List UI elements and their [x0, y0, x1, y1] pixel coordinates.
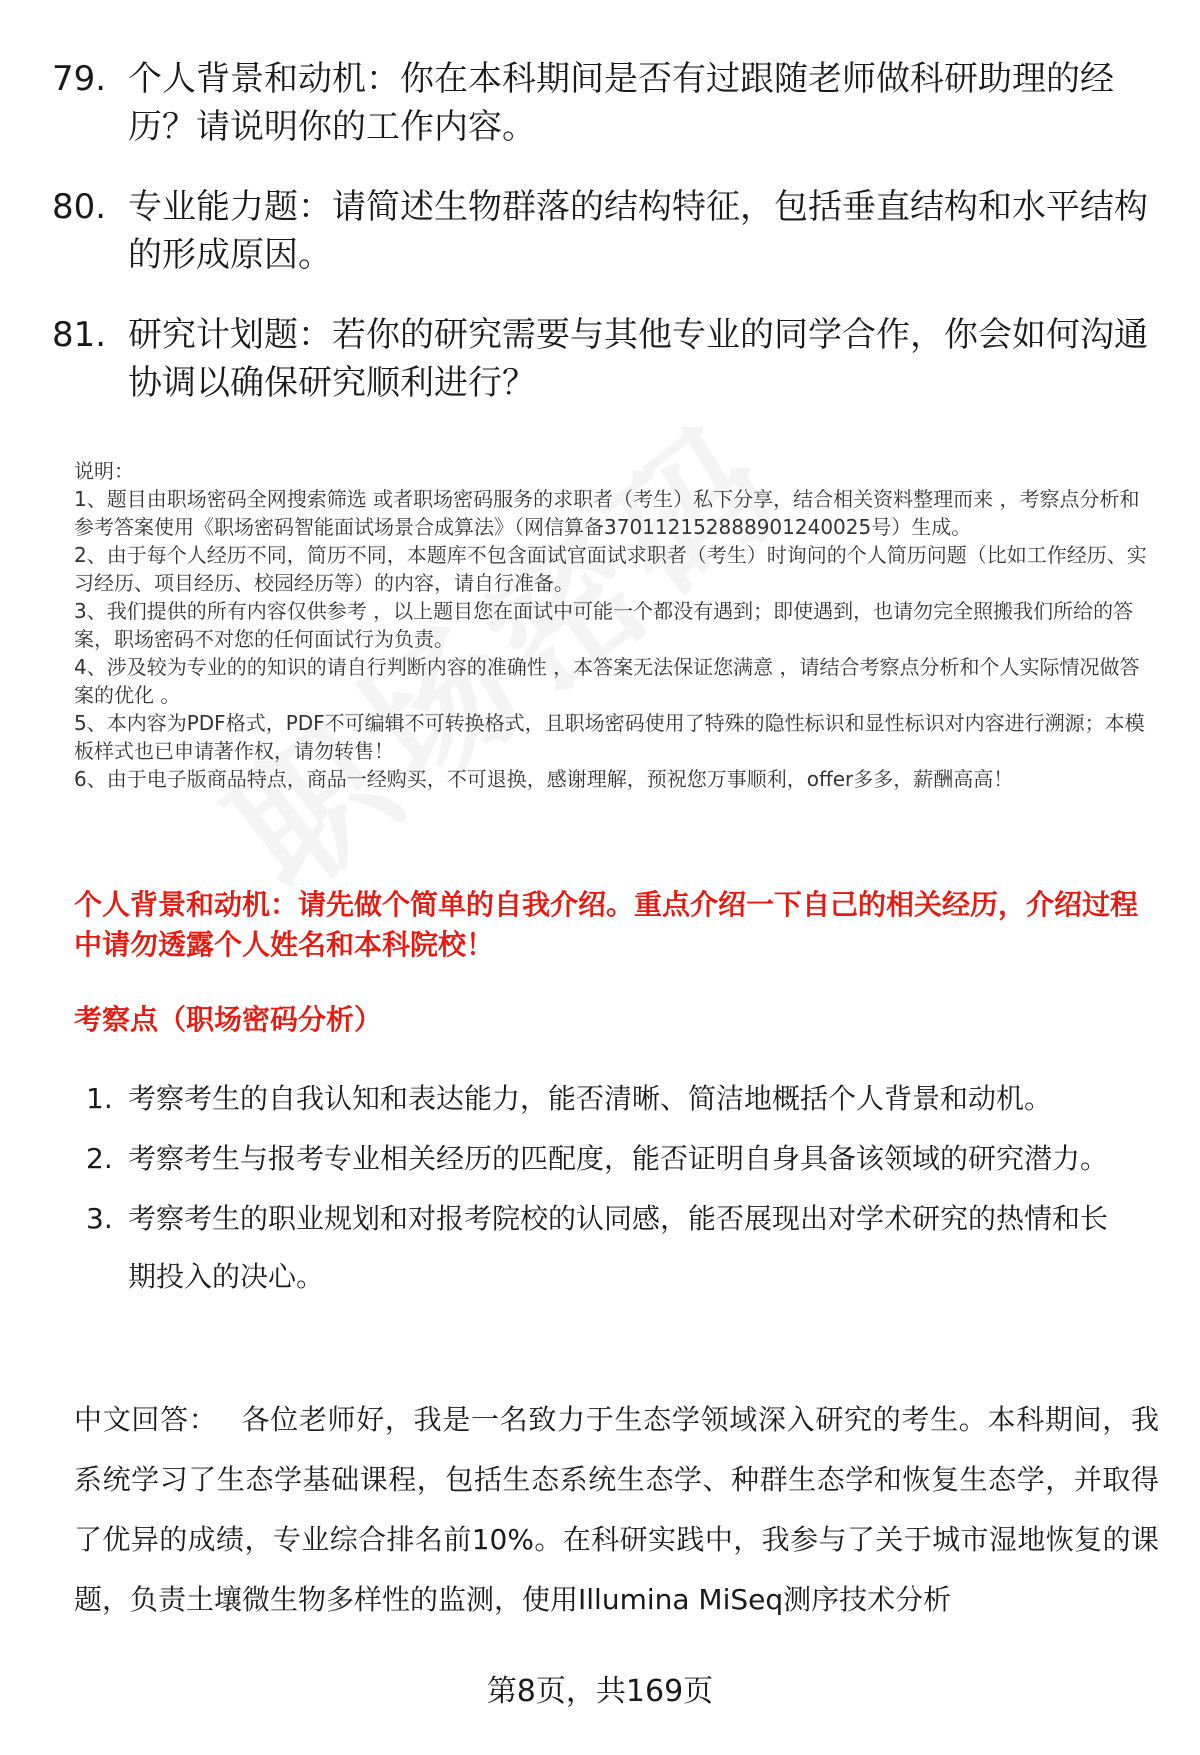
- analysis-point: [0, 1130, 1200, 1188]
- analysis-point: [0, 1190, 1200, 1306]
- current-question-title: 个人背景和动机：请先做个简单的自我介绍。重点介绍一下自己的相关经历，介绍过程中请勿透露个人姓名和本科院校！: [74, 888, 1139, 961]
- question-text: 研究计划题：若你的研究需要与其他专业的同学合作，你会如何沟通协调以确保研究顺利进行？: [128, 315, 1148, 403]
- analysis-heading: 考察点（职场密码分析）: [74, 1003, 383, 1036]
- question-number: 80.: [52, 187, 107, 227]
- question-number: 81.: [52, 315, 107, 355]
- analysis-point-number: 1.: [86, 1082, 113, 1115]
- question-item: [0, 183, 1200, 279]
- analysis-point-number: 2.: [86, 1142, 113, 1175]
- question-number: 79.: [52, 59, 107, 99]
- note-item: 6、由于电子版商品特点，商品一经购买，不可退换，感谢理解，预祝您万事顺利，offer多多，薪酬高高！: [74, 767, 1014, 791]
- analysis-point-text: 考察考生的职业规划和对报考院校的认同感，能否展现出对学术研究的热情和长期投入的决心。: [128, 1202, 1109, 1293]
- analysis-point: [0, 1070, 1200, 1128]
- note-item: 4、涉及较为专业的的知识的请自行判断内容的准确性 ，本答案无法保证您满意 ，请结合考察点分析和个人实际情况做答案的优化 。: [74, 655, 1140, 707]
- notes-title: 说明：: [74, 459, 134, 483]
- note-item: 2、由于每个人经历不同，简历不同，本题库不包含面试官面试求职者（考生）时询问的个人简历问题（比如工作经历、实习经历、项目经历、校园经历等）的内容，请自行准备。: [74, 543, 1147, 595]
- question-item: [0, 311, 1200, 407]
- analysis-point-text: 考察考生与报考专业相关经历的匹配度，能否证明自身具备该领域的研究潜力。: [128, 1142, 1109, 1175]
- analysis-point-number: 3.: [86, 1202, 113, 1235]
- answer-paragraph: [74, 1390, 1159, 1630]
- page-number: 第8页，共169页: [486, 1674, 714, 1709]
- answer-label: 中文回答：: [74, 1403, 218, 1436]
- note-item: 3、我们提供的所有内容仅供参考 ，以上题目您在面试中可能一个都没有遇到；即使遇到，也请勿完全照搬我们所给的答案，职场密码不对您的任何面试行为负责。: [74, 599, 1134, 651]
- question-item: [0, 55, 1200, 151]
- answer-text: 各位老师好，我是一名致力于生态学领域深入研究的考生。本科期间，我系统学习了生态学基础课程，包括生态系统生态学、种群生态学和恢复生态学，并取得了优异的成绩，专业综合排名前10%。在科研实践中，我参与了关于城市湿地恢复的课题，负责土壤微生物多样性的监测，使用Illumina MiSeq测序技术分析: [74, 1403, 1159, 1616]
- question-text: 个人背景和动机：你在本科期间是否有过跟随老师做科研助理的经历？请说明你的工作内容。: [128, 59, 1114, 147]
- analysis-points: [0, 1070, 1200, 1308]
- note-item: 1、题目由职场密码全网搜索筛选 或者职场密码服务的求职者（考生）私下分享，结合相关资料整理而来 ，考察点分析和参考答案使用《职场密码智能面试场景合成算法》（网信算备370112152888901240025号）生成。: [74, 487, 1140, 539]
- question-list: [0, 55, 1200, 439]
- note-item: 5、本内容为PDF格式，PDF不可编辑不可转换格式，且职场密码使用了特殊的隐性标识和显性标识对内容进行溯源；本模板样式也已申请著作权，请勿转售！: [74, 711, 1145, 763]
- notes-section: [74, 457, 1154, 793]
- analysis-point-text: 考察考生的自我认知和表达能力，能否清晰、简洁地概括个人背景和动机。: [128, 1082, 1053, 1115]
- question-text: 专业能力题：请简述生物群落的结构特征，包括垂直结构和水平结构的形成原因。: [128, 187, 1148, 275]
